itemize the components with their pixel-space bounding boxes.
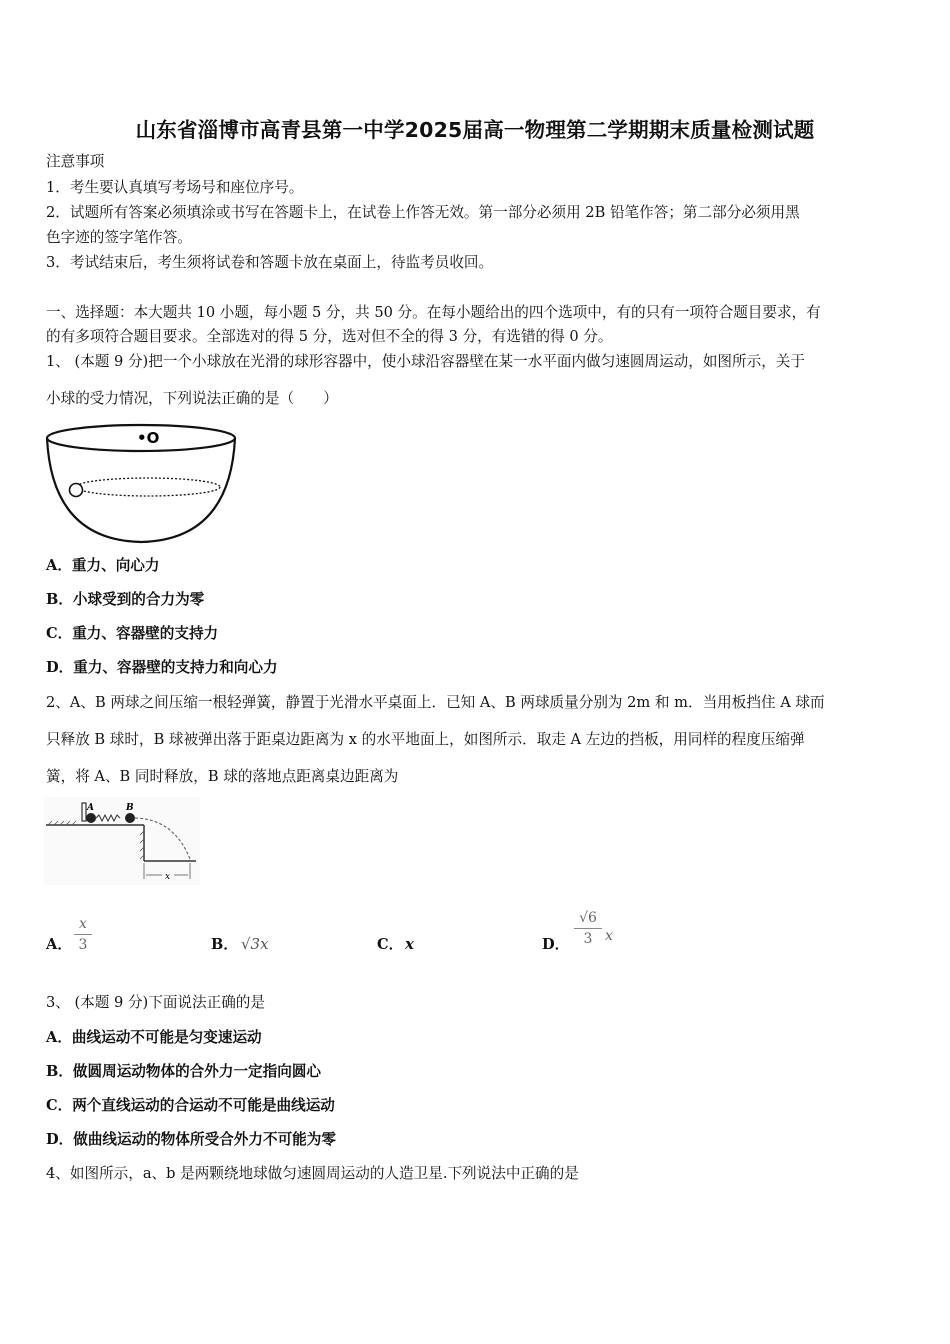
q2-option-a-fraction — [74, 916, 92, 953]
q1-stem-1: 1、 (本题 9 分)把一个小球放在光滑的球形容器中，使小球沿容器壁在某一水平面内做匀速圆周运动，如图所示，关于 — [46, 353, 805, 370]
notice-heading: 注意事项 — [46, 153, 105, 170]
notice-item-3: 3．考试结束后，考生须将试卷和答题卡放在桌面上，待监考员收回。 — [46, 254, 494, 271]
q4-stem: 4、如图所示，a、b 是两颗绕地球做匀速圆周运动的人造卫星.下列说法中正确的是 — [46, 1165, 579, 1182]
q1-option-d: D．重力、容器壁的支持力和向心力 — [46, 659, 278, 676]
q2-option-d-label: D． — [542, 936, 570, 953]
q2-stem-1: 2、A、B 两球之间压缩一根轻弹簧，静置于光滑水平桌面上．已知 A、B 两球质量分别为 2m 和 m．当用板挡住 A 球而 — [46, 694, 825, 711]
notice-item-2-cont: 色字迹的签字笔作答。 — [46, 229, 192, 246]
figure-label-x: x — [165, 872, 171, 882]
q3-option-b: B．做圆周运动物体的合外力一定指向圆心 — [46, 1063, 322, 1080]
q2-option-a-denominator: 3 — [78, 937, 88, 953]
figure-label-b: B — [126, 803, 134, 813]
section-instructions-1: 一、选择题：本大题共 10 小题，每小题 5 分，共 50 分。在每小题给出的四个选项中，有的只有一项符合题目要求，有 — [46, 304, 821, 321]
q2-option-b-label: B． — [211, 936, 238, 953]
q1-option-c: C．重力、容器壁的支持力 — [46, 625, 219, 642]
q3-stem: 3、 (本题 9 分)下面说法正确的是 — [46, 994, 265, 1011]
q2-stem-3: 簧，将 A、B 同时释放，B 球的落地点距离桌边距离为 — [46, 768, 399, 785]
q2-option-c-label: C． — [377, 936, 404, 953]
q2-option-c-value: x — [405, 935, 414, 953]
section-instructions-2: 的有多项符合题目要求。全部选对的得 5 分，选对但不全的得 3 分，有选错的得 0 分。 — [46, 328, 613, 345]
q3-option-d: D．做曲线运动的物体所受合外力不可能为零 — [46, 1131, 336, 1148]
bowl-figure — [44, 422, 244, 546]
q2-option-a-label: A． — [46, 936, 72, 953]
q3-option-c: C．两个直线运动的合运动不可能是曲线运动 — [46, 1097, 335, 1114]
q2-option-d-numerator: √6 — [579, 910, 597, 926]
q2-option-a-numerator: x — [79, 916, 87, 932]
page-title: 山东省淄博市高青县第一中学2025届高一物理第二学期期末质量检测试题 — [135, 118, 815, 142]
q1-option-b: B．小球受到的合力为零 — [46, 591, 205, 608]
bowl-center-label: •O — [137, 429, 160, 447]
q2-option-d-variable: x — [605, 928, 613, 944]
q2-option-d-denominator: 3 — [583, 931, 593, 947]
figure-label-a: A — [87, 803, 94, 813]
spring-table-figure — [44, 797, 200, 885]
q3-option-a: A．曲线运动不可能是匀变速运动 — [46, 1029, 262, 1046]
q2-option-b-value: √3x — [241, 935, 269, 953]
notice-item-1: 1．考生要认真填写考场号和座位序号。 — [46, 179, 304, 196]
q1-stem-2: 小球的受力情况，下列说法正确的是（ ） — [46, 390, 338, 407]
q2-stem-2: 只释放 B 球时，B 球被弹出落于距桌边距离为 x 的水平地面上，如图所示．取走 A 左边的挡板，用同样的程度压缩弹 — [46, 731, 805, 748]
q1-option-a: A．重力、向心力 — [46, 557, 160, 574]
notice-item-2: 2．试题所有答案必须填涂或书写在答题卡上，在试卷上作答无效。第一部分必须用 2B 铅笔作答；第二部分必须用黑 — [46, 204, 800, 221]
q2-option-d-fraction — [574, 910, 602, 947]
